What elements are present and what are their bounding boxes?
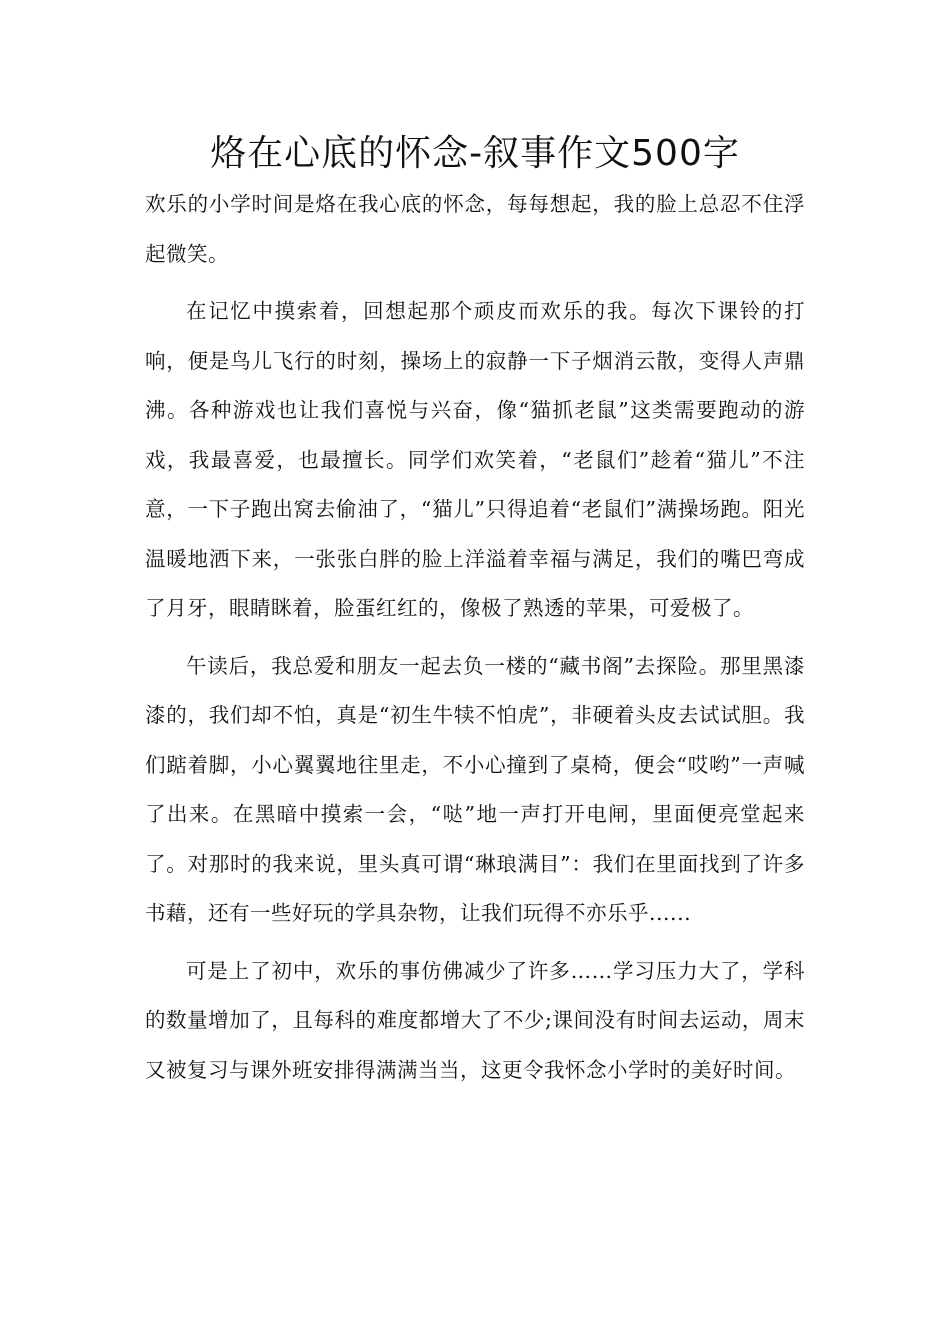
paragraph-recess-games: 在记忆中摸索着，回想起那个顽皮而欢乐的我。每次下课铃的打响，便是鸟儿飞行的时刻，操场上的寂静一下子烟消云散，变得人声鼎沸。各种游戏也让我们喜悦与兴奋，像“猫抓老鼠”这类需要跑动的游戏，我最喜爱，也最擅长。同学们欢笑着，“老鼠们”趁着“猫儿”不注意，一下子跑出窝去偷油了，“猫儿”只得追着“老鼠们”满操场跑。阳光温暖地洒下来，一张张白胖的脸上洋溢着幸福与满足，我们的嘴巴弯成了月牙，眼睛眯着，脸蛋红红的，像极了熟透的苹果，可爱极了。 bbox=[145, 299, 805, 620]
paragraph-intro: 欢乐的小学时间是烙在我心底的怀念，每每想起，我的脸上总忍不住浮起微笑。 bbox=[145, 192, 805, 266]
document-title: 烙在心底的怀念-叙事作文500字 bbox=[210, 133, 740, 174]
paragraph-library-adventure: 午读后，我总爱和朋友一起去负一楼的“藏书阁”去探险。那里黑漆漆的，我们却不怕，真是“初生牛犊不怕虎”，非硬着头皮去试试胆。我们踮着脚，小心翼翼地往里走，不小心撞到了桌椅，便会“哎哟”一声喊了出来。在黑暗中摸索一会，“哒”地一声打开电闸，里面便亮堂起来了。对那时的我来说，里头真可谓“琳琅满目”：我们在里面找到了许多书藉，还有一些好玩的学具杂物，让我们玩得不亦乐乎...... bbox=[145, 653, 805, 925]
document-body bbox=[145, 180, 805, 1103]
paragraph-middle-school: 可是上了初中，欢乐的事仿佛减少了许多……学习压力大了，学科的数量增加了，且每科的难度都增大了不少;课间没有时间去运动，周末又被复习与课外班安排得满满当当，这更令我怀念小学时的美好时间。 bbox=[145, 958, 805, 1082]
